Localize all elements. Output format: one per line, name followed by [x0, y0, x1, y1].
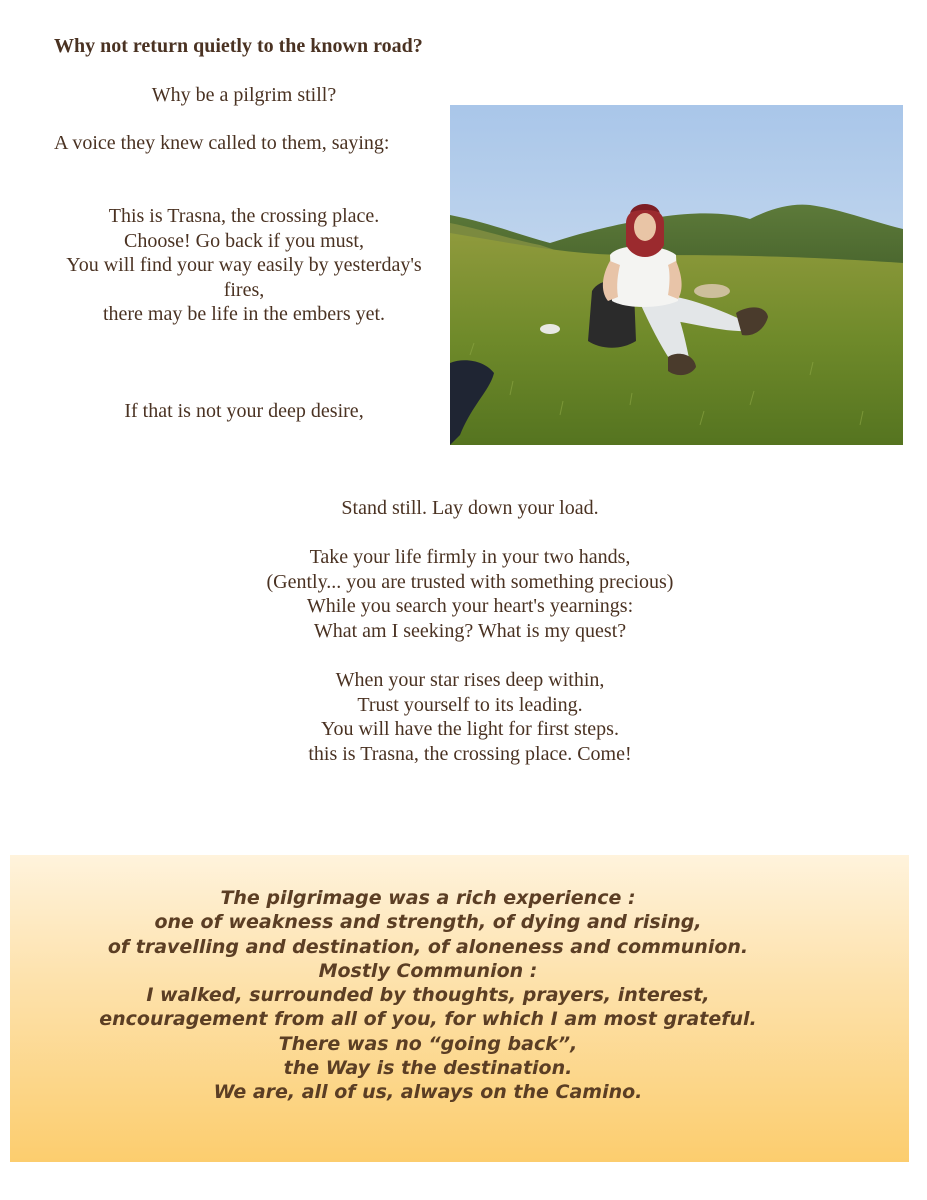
- stanza-3: [0, 496, 927, 521]
- stanza-2: [54, 399, 434, 424]
- poem-line: Stand still. Lay down your load.: [341, 497, 599, 519]
- poem-line: While you search your heart's yearnings:: [306, 595, 634, 617]
- poem-line: This is Trasna, the crossing place.: [108, 205, 380, 227]
- closing-line: Mostly Communion :: [318, 959, 538, 982]
- poem-line: You will have the light for first steps.: [321, 718, 619, 740]
- poem-heading: Why not return quietly to the known road?: [54, 35, 423, 57]
- intro-line: Why be a pilgrim still?: [151, 84, 337, 106]
- poem-line: If that is not your deep desire,: [124, 400, 364, 422]
- stanza-4: [0, 545, 927, 643]
- closing-line: of travelling and destination, of aloneness and communion.: [107, 935, 749, 958]
- closing-line: one of weakness and strength, of dying and rising,: [154, 911, 702, 934]
- poem-line: (Gently... you are trusted with something precious): [266, 570, 674, 593]
- poem-line: fires,: [223, 278, 265, 301]
- stanza-5: [0, 668, 927, 766]
- pilgrim-photo: [450, 105, 903, 445]
- poem-line: Trust yourself to its leading.: [357, 693, 583, 716]
- intro-line: A voice they knew called to them, saying:: [54, 132, 390, 154]
- stanza-1: [54, 204, 434, 327]
- intro-line-1-block: [54, 83, 434, 108]
- closing-line: the Way is the destination.: [283, 1057, 573, 1080]
- poem-line: this is Trasna, the crossing place. Come!: [308, 742, 632, 765]
- poem-line: You will find your way easily by yesterday's: [66, 254, 422, 276]
- closing-reflection-box: [10, 855, 909, 1162]
- poem-line: Choose! Go back if you must,: [124, 229, 364, 252]
- closing-reflection-text: [10, 886, 846, 1105]
- poem-line: What am I seeking? What is my quest?: [313, 619, 627, 642]
- closing-line: encouragement from all of you, for which I am most grateful.: [99, 1008, 757, 1031]
- closing-line: There was no “going back”,: [278, 1032, 578, 1055]
- closing-line: The pilgrimage was a rich experience :: [220, 887, 636, 909]
- closing-line: We are, all of us, always on the Camino.: [213, 1081, 643, 1104]
- poem-line: Take your life firmly in your two hands,: [309, 546, 631, 568]
- poem-line: there may be life in the embers yet.: [102, 303, 386, 325]
- poem-line: When your star rises deep within,: [335, 669, 605, 691]
- closing-line: I walked, surrounded by thoughts, prayers, interest,: [146, 984, 710, 1007]
